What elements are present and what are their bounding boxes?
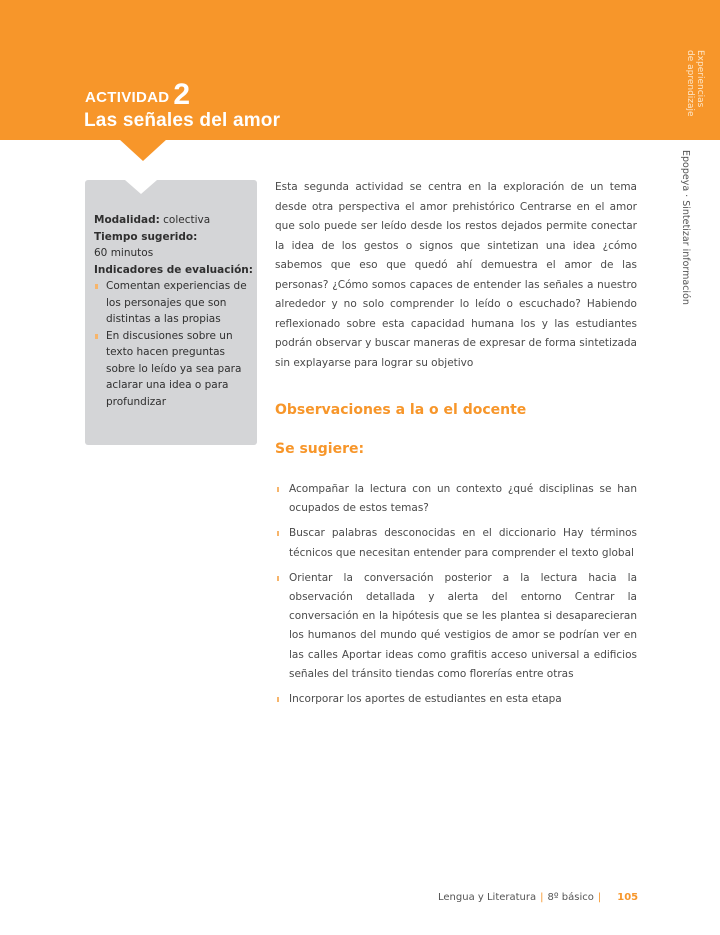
footer-grade: 8º básico [547, 892, 594, 903]
indicadores-label: Indicadores de evaluación: [94, 263, 253, 276]
sugiere-heading: Se sugiere: [275, 441, 365, 457]
info-box-notch [125, 180, 157, 194]
suggestion-item: Incorporar los aportes de estudiantes en esta etapa [275, 690, 637, 709]
intro-paragraph: Esta segunda actividad se centra en la exploración de un tema desde otra perspectiva el amor prehistórico Centrarse en el amor que solo puede ser leído desde los restos dejados permite conectar la idea de los gestos o signos que sintetizan una idea ¿cómo sabemos que eso que quedó ahí demuestra el amor de las personas? ¿Cómo somos capaces de entender las señales a nuestro alrededor y no solo comprender lo leído o escuchado? Habiendo reflexionado sobre esta capacidad humana los y las estudiantes podrán observar y buscar maneras de expresar de forma sintetizada sin explayarse para lograr su objetivo [275, 181, 637, 369]
activity-label-text: ACTIVIDAD [85, 89, 170, 106]
suggestion-item: Acompañar la lectura con un contexto ¿qué disciplinas se han ocupados de estos temas? [275, 480, 637, 518]
tiempo-label: Tiempo sugerido: [94, 230, 198, 243]
activity-number: 2 [173, 78, 191, 111]
suggestions-list [275, 480, 637, 715]
indicador-item: En discusiones sobre un texto hacen preguntas sobre lo leído ya sea para aclarar una idea o para profundizar [94, 328, 254, 411]
suggestion-item: Orientar la conversación posterior a la lectura hacia la observación detallada y alerta del entorno Centrar la conversación en la hipótesis que se les plantea si desaparecieran los humanos del mundo qué vestigios de amor se podrían ver en las calles Aportar ideas como grafitis acceso universal a edificios señales del tránsito tiendas como florerías entre otras [275, 569, 637, 684]
section-tab [685, 50, 705, 150]
page-number: 105 [617, 892, 639, 903]
footer-divider: | [597, 892, 602, 903]
modalidad: Modalidad: colectiva [94, 214, 211, 226]
info-box [85, 180, 257, 445]
activity-title: Las señales del amor [84, 110, 281, 131]
topic-tab: Epopeya · Sintetizar información [680, 150, 691, 305]
section-tab-line1: Experiencias [695, 50, 705, 108]
section-tab-line2: de aprendizaje [685, 50, 695, 117]
activity-label [85, 78, 190, 112]
footer-subject: Lengua y Literatura [438, 892, 537, 903]
indicadores-list [94, 278, 254, 410]
indicador-item: Comentan experiencias de los personajes que son distintas a las propias [94, 278, 254, 328]
header-notch [119, 139, 167, 161]
suggestion-item: Buscar palabras desconocidas en el diccionario Hay términos técnicos que necesitan entender para comprender el texto global [275, 524, 637, 562]
footer-divider: | [540, 892, 544, 903]
observaciones-heading: Observaciones a la o el docente [275, 402, 527, 418]
footer [438, 892, 638, 903]
tiempo-value: 60 minutos [94, 247, 154, 259]
